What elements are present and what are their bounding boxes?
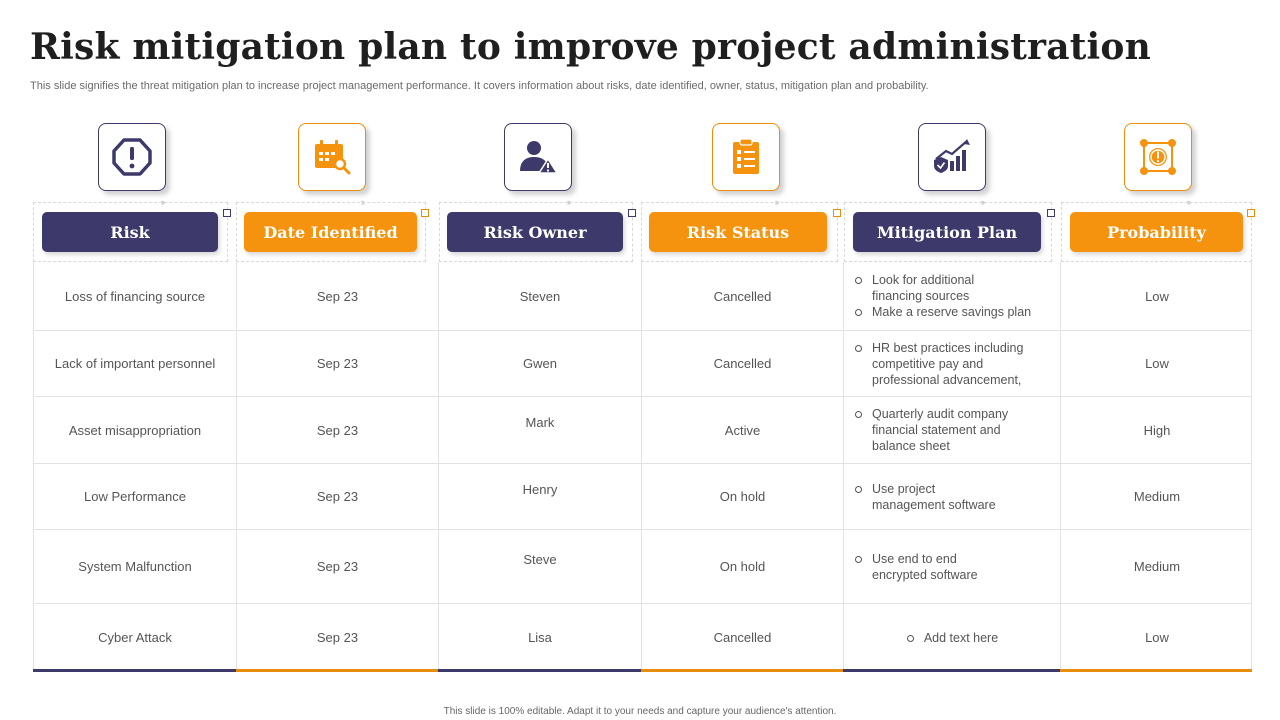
person-warning-icon (504, 123, 572, 191)
owner-cell: Lisa (439, 604, 642, 671)
owner-cell: Henry (439, 464, 642, 529)
chevron-decoration: ››› (160, 197, 164, 207)
column-header-probability: Probability (1070, 212, 1243, 252)
clipboard-checklist-icon (712, 123, 780, 191)
chevron-decoration: ››› (980, 197, 984, 207)
owner-cell: Steven (439, 262, 642, 330)
column-underline (33, 669, 236, 672)
column-underline (1060, 669, 1252, 672)
plan-bullet: Quarterly audit company financial statement and balance sheet (854, 406, 1024, 454)
status-cell: Cancelled (642, 604, 844, 671)
risk-cell: Asset misappropriation (34, 397, 237, 463)
column-header-risk: Risk (42, 212, 218, 252)
risk-cell: System Malfunction (34, 530, 237, 603)
plan-cell (844, 331, 1061, 396)
chevron-decoration: ››› (774, 197, 778, 207)
risk-cell: Cyber Attack (34, 604, 237, 671)
footer-note: This slide is 100% editable. Adapt it to your needs and capture your audience's attention. (443, 706, 837, 717)
status-cell: Cancelled (642, 262, 844, 330)
date-cell: Sep 23 (237, 604, 439, 671)
column-underline (843, 669, 1060, 672)
probability-cell: Low (1145, 630, 1169, 645)
column-underline (236, 669, 438, 672)
date-cell: Sep 23 (237, 530, 439, 603)
column-underline (641, 669, 843, 672)
column-underline (438, 669, 641, 672)
chevron-decoration: ››› (1186, 197, 1190, 207)
plan-bullet: Make a reserve savings plan (854, 304, 1060, 320)
risk-cell: Lack of important personnel (34, 331, 237, 396)
risk-cell: Loss of financing source (34, 262, 237, 330)
probability-cell: Medium (1133, 489, 1181, 504)
plan-cell (844, 530, 1061, 603)
plan-bullet: Add text here (906, 630, 998, 646)
table-row (34, 262, 1251, 331)
plan-bullet: Use end to end encrypted software (854, 551, 1004, 583)
status-cell: On hold (642, 530, 844, 603)
column-header-risk-status: Risk Status (649, 212, 827, 252)
status-cell: On hold (642, 464, 844, 529)
warning-octagon-icon (98, 123, 166, 191)
plan-cell (844, 604, 1061, 671)
calendar-search-icon (298, 123, 366, 191)
page-title: Risk mitigation plan to improve project administration (30, 26, 1152, 68)
probability-cell: Low (1145, 356, 1169, 371)
probability-cell: Low (1145, 288, 1169, 304)
owner-cell: Steve (439, 530, 642, 603)
network-alert-icon (1124, 123, 1192, 191)
date-cell: Sep 23 (237, 397, 439, 463)
chevron-decoration: ››› (566, 197, 570, 207)
column-header-risk-owner: Risk Owner (447, 212, 623, 252)
owner-cell: Gwen (439, 331, 642, 396)
chevron-decoration: ››› (360, 197, 364, 207)
status-cell: Active (642, 397, 844, 463)
plan-cell (844, 262, 1061, 330)
risk-table (33, 262, 1252, 671)
growth-chart-shield-icon (918, 123, 986, 191)
table-row (34, 397, 1251, 464)
table-row (34, 464, 1251, 530)
plan-bullet: Look for additional financing sources (854, 272, 1014, 304)
plan-cell (844, 397, 1061, 463)
plan-bullet: HR best practices including competitive pay and professional advancement, (854, 340, 1034, 388)
probability-cell: High (1143, 422, 1171, 438)
date-cell: Sep 23 (237, 464, 439, 529)
plan-bullet: Use project management software (854, 481, 1004, 513)
column-header-mitigation-plan: Mitigation Plan (853, 212, 1041, 252)
status-cell: Cancelled (642, 331, 844, 396)
table-row (34, 604, 1251, 671)
probability-cell: Medium (1133, 559, 1181, 574)
table-row (34, 530, 1251, 604)
table-row (34, 331, 1251, 397)
page-subtitle: This slide signifies the threat mitigation plan to increase project management performance. It covers information about risks, date identified, owner, status, mitigation plan and probability. (30, 80, 929, 92)
column-header-date-identified: Date Identified (244, 212, 417, 252)
owner-cell: Mark (439, 397, 642, 463)
date-cell: Sep 23 (237, 262, 439, 330)
date-cell: Sep 23 (237, 331, 439, 396)
plan-cell (844, 464, 1061, 529)
risk-cell: Low Performance (34, 464, 237, 529)
